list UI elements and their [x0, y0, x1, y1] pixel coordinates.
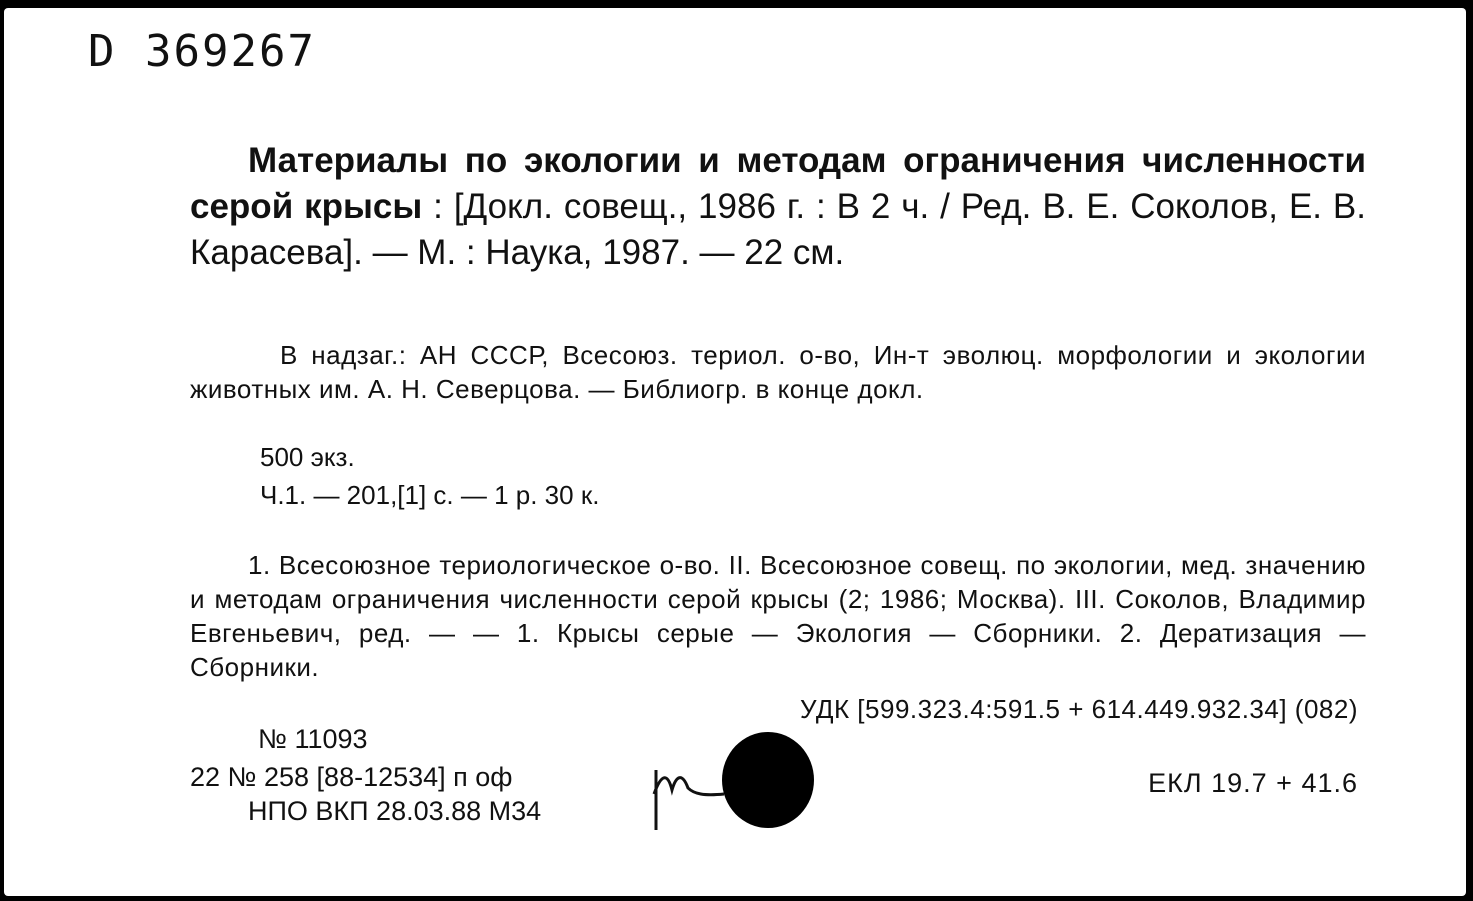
- udc-code: УДК [599.323.4:591.5 + 614.449.932.34] (082): [799, 694, 1358, 724]
- inventory-number: № 11093: [258, 724, 368, 754]
- handwritten-mark: [648, 764, 728, 834]
- print-info-line-1: 22 № 258 [88-12534] п оф: [190, 762, 513, 792]
- copies-count: 500 экз.: [260, 442, 355, 472]
- stamp-dot: [722, 732, 814, 828]
- tracings-text: 1. Всесоюзное териологическое о-во. II. Всесоюзное совещ. по экологии, мед. значению и методам ограничения численности серой крысы (2; 1986; Москва). III. Соколов, Владимир Евгеньевич, ред. — — 1. Крысы серые — Экология — Сборники. 2. Дератизация — Сборники.: [190, 550, 1366, 682]
- shelfmark: D 369267: [88, 26, 316, 77]
- part-info: Ч.1. — 201,[1] с. — 1 р. 30 к.: [260, 480, 600, 510]
- title-details: : [Докл. совещ., 1986 г. : В 2 ч. / Ред. В. Е. Соколов, Е. В. Карасева]. — М. : Наука, 1987. — 22 см.: [190, 187, 1366, 272]
- note-text: В надзаг.: АН СССР, Всесоюз. териол. о-во, Ин-т эволюц. морфологии и экологии животных им. А. Н. Северцова. — Библиогр. в конце докл.: [190, 340, 1366, 404]
- title-statement: [190, 138, 1366, 276]
- title-main: Материалы по экологии и методам ограничения численности серой крысы: [190, 141, 1366, 226]
- ekl-code: ЕКЛ 19.7 + 41.6: [1148, 768, 1358, 798]
- catalog-card: [4, 8, 1466, 896]
- print-info-line-2: НПО ВКП 28.03.88 М34: [248, 796, 542, 826]
